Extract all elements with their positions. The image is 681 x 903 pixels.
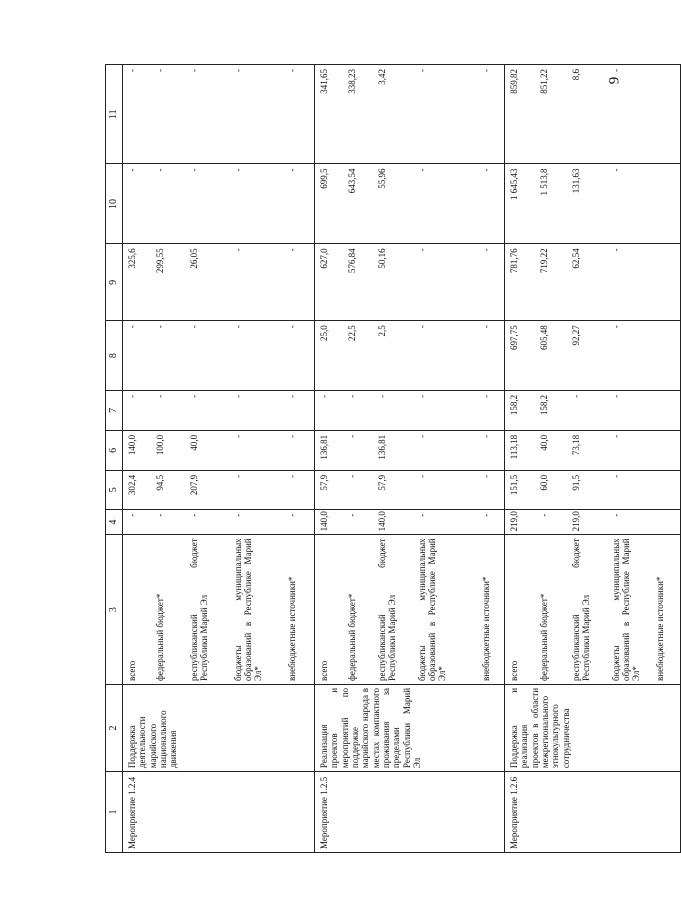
- value-cell: -: [477, 430, 505, 470]
- value-cell: 57,9: [373, 470, 413, 509]
- header-row: [106, 65, 123, 853]
- value-cell: -: [607, 244, 651, 321]
- value-cell: -: [477, 164, 505, 244]
- col-header: 4: [106, 509, 123, 535]
- value-cell: [651, 244, 681, 321]
- value-cell: -: [413, 509, 477, 535]
- value-cell: -: [283, 430, 315, 470]
- value-cell: -: [477, 470, 505, 509]
- value-cell: 8,6: [567, 65, 607, 164]
- value-cell: 94,5: [151, 470, 185, 509]
- value-cell: -: [151, 65, 185, 164]
- funding-source: федеральный бюджет*: [151, 535, 185, 685]
- value-cell: -: [315, 390, 343, 430]
- col-header: 1: [106, 772, 123, 853]
- value-cell: 1 513,8: [535, 164, 567, 244]
- budget-table: [105, 64, 681, 853]
- value-cell: -: [343, 390, 373, 430]
- funding-source: республиканский бюджет Республики Марий Эл: [567, 535, 607, 685]
- value-cell: 140,0: [123, 430, 151, 470]
- value-cell: 22,5: [343, 321, 373, 391]
- value-cell: -: [607, 390, 651, 430]
- rotated-table-container: [105, 64, 665, 853]
- value-cell: -: [229, 321, 283, 391]
- value-cell: 136,81: [315, 430, 343, 470]
- value-cell: -: [151, 390, 185, 430]
- value-cell: -: [413, 321, 477, 391]
- value-cell: -: [123, 65, 151, 164]
- value-cell: -: [283, 244, 315, 321]
- value-cell: -: [185, 509, 229, 535]
- value-cell: 643,54: [343, 164, 373, 244]
- value-cell: -: [413, 470, 477, 509]
- funding-source: всего: [123, 535, 151, 685]
- value-cell: -: [229, 470, 283, 509]
- col-header: 8: [106, 321, 123, 391]
- value-cell: -: [373, 390, 413, 430]
- value-cell: 2,5: [373, 321, 413, 391]
- value-cell: 57,9: [315, 470, 343, 509]
- funding-source: федеральный бюджет*: [343, 535, 373, 685]
- value-cell: -: [535, 509, 567, 535]
- value-cell: -: [477, 321, 505, 391]
- col-header: 10: [106, 164, 123, 244]
- value-cell: -: [151, 321, 185, 391]
- value-cell: 136,81: [373, 430, 413, 470]
- col-header: 6: [106, 430, 123, 470]
- value-cell: -: [185, 164, 229, 244]
- value-cell: -: [607, 164, 651, 244]
- value-cell: -: [185, 390, 229, 430]
- value-cell: 100,0: [151, 430, 185, 470]
- value-cell: 91,5: [567, 470, 607, 509]
- value-cell: -: [343, 430, 373, 470]
- measure-name: Поддержка и реализация проектов в области межрегионального этнокультурного сотрудничества: [505, 684, 681, 771]
- value-cell: -: [123, 509, 151, 535]
- value-cell: -: [185, 321, 229, 391]
- value-cell: 73,18: [567, 430, 607, 470]
- value-cell: [651, 65, 681, 164]
- table-row: [315, 65, 343, 853]
- funding-source: внебюджетные источники*: [651, 535, 681, 685]
- funding-source: республиканский бюджет Республики Марий Эл: [373, 535, 413, 685]
- value-cell: -: [151, 509, 185, 535]
- funding-source: бюджеты муниципальных образований в Республике Марий Эл*: [413, 535, 477, 685]
- value-cell: 40,0: [185, 430, 229, 470]
- value-cell: 859,82: [505, 65, 535, 164]
- value-cell: 113,18: [505, 430, 535, 470]
- col-header: 11: [106, 65, 123, 164]
- funding-source: федеральный бюджет*: [535, 535, 567, 685]
- value-cell: 299,55: [151, 244, 185, 321]
- value-cell: -: [477, 390, 505, 430]
- value-cell: [651, 470, 681, 509]
- value-cell: [651, 390, 681, 430]
- value-cell: -: [607, 321, 651, 391]
- value-cell: -: [413, 65, 477, 164]
- value-cell: -: [413, 164, 477, 244]
- funding-source: бюджеты муниципальных образований в Республике Марий Эл*: [229, 535, 283, 685]
- value-cell: 50,16: [373, 244, 413, 321]
- value-cell: 158,2: [505, 390, 535, 430]
- value-cell: 576,84: [343, 244, 373, 321]
- value-cell: [651, 430, 681, 470]
- value-cell: -: [477, 509, 505, 535]
- funding-source: всего: [315, 535, 343, 685]
- page-number: 9: [605, 76, 622, 85]
- value-cell: [651, 321, 681, 391]
- funding-source: внебюджетные источники*: [477, 535, 505, 685]
- value-cell: 719,22: [535, 244, 567, 321]
- value-cell: -: [607, 65, 651, 164]
- col-header: 5: [106, 470, 123, 509]
- col-header: 3: [106, 535, 123, 685]
- measure-id: Мероприятие 1.2.5: [315, 772, 505, 853]
- value-cell: -: [283, 470, 315, 509]
- value-cell: [651, 164, 681, 244]
- value-cell: 1 645,43: [505, 164, 535, 244]
- value-cell: 605,48: [535, 321, 567, 391]
- measure-id: Мероприятие 1.2.4: [123, 772, 315, 853]
- value-cell: 55,96: [373, 164, 413, 244]
- funding-source: внебюджетные источники*: [283, 535, 315, 685]
- value-cell: 140,0: [373, 509, 413, 535]
- value-cell: 302,4: [123, 470, 151, 509]
- value-cell: -: [413, 244, 477, 321]
- value-cell: 151,5: [505, 470, 535, 509]
- value-cell: [651, 509, 681, 535]
- value-cell: -: [123, 164, 151, 244]
- value-cell: 62,54: [567, 244, 607, 321]
- value-cell: -: [607, 470, 651, 509]
- value-cell: 60,0: [535, 470, 567, 509]
- col-header: 2: [106, 684, 123, 771]
- value-cell: -: [283, 321, 315, 391]
- value-cell: 325,6: [123, 244, 151, 321]
- table-body: [123, 65, 681, 853]
- value-cell: -: [229, 164, 283, 244]
- funding-source: республиканский бюджет Республики Марий Эл: [185, 535, 229, 685]
- value-cell: 627,0: [315, 244, 343, 321]
- value-cell: -: [151, 164, 185, 244]
- value-cell: -: [607, 509, 651, 535]
- value-cell: -: [283, 164, 315, 244]
- value-cell: 92,27: [567, 321, 607, 391]
- value-cell: -: [477, 244, 505, 321]
- measure-name: Поддержка деятельности марийского национального движения: [123, 684, 315, 771]
- value-cell: -: [477, 65, 505, 164]
- value-cell: 158,2: [535, 390, 567, 430]
- table-row: [123, 65, 151, 853]
- value-cell: 338,23: [343, 65, 373, 164]
- value-cell: 781,76: [505, 244, 535, 321]
- value-cell: 140,0: [315, 509, 343, 535]
- measure-id: Мероприятие 1.2.6: [505, 772, 681, 853]
- funding-source: бюджеты муниципальных образований в Республике Марий Эл*: [607, 535, 651, 685]
- value-cell: 699,5: [315, 164, 343, 244]
- value-cell: -: [283, 509, 315, 535]
- value-cell: -: [343, 509, 373, 535]
- value-cell: 25,0: [315, 321, 343, 391]
- table-row: [505, 65, 535, 853]
- value-cell: 26,05: [185, 244, 229, 321]
- value-cell: -: [123, 390, 151, 430]
- value-cell: -: [229, 509, 283, 535]
- value-cell: -: [343, 470, 373, 509]
- value-cell: -: [413, 430, 477, 470]
- funding-source: всего: [505, 535, 535, 685]
- value-cell: 851,22: [535, 65, 567, 164]
- value-cell: 3,42: [373, 65, 413, 164]
- value-cell: 131,63: [567, 164, 607, 244]
- value-cell: -: [123, 321, 151, 391]
- col-header: 7: [106, 390, 123, 430]
- value-cell: 697,75: [505, 321, 535, 391]
- value-cell: 219,0: [567, 509, 607, 535]
- value-cell: -: [283, 390, 315, 430]
- value-cell: 40,0: [535, 430, 567, 470]
- value-cell: -: [283, 65, 315, 164]
- value-cell: -: [567, 390, 607, 430]
- value-cell: -: [229, 65, 283, 164]
- measure-name: Реализация проектов и мероприятий по поддержке марийского народа в местах компактного проживания за пределами Республики Марий Эл: [315, 684, 505, 771]
- col-header: 9: [106, 244, 123, 321]
- value-cell: -: [607, 430, 651, 470]
- value-cell: 341,65: [315, 65, 343, 164]
- value-cell: 219,0: [505, 509, 535, 535]
- value-cell: -: [229, 390, 283, 430]
- value-cell: 207,9: [185, 470, 229, 509]
- value-cell: -: [229, 244, 283, 321]
- value-cell: -: [229, 430, 283, 470]
- value-cell: -: [185, 65, 229, 164]
- value-cell: -: [413, 390, 477, 430]
